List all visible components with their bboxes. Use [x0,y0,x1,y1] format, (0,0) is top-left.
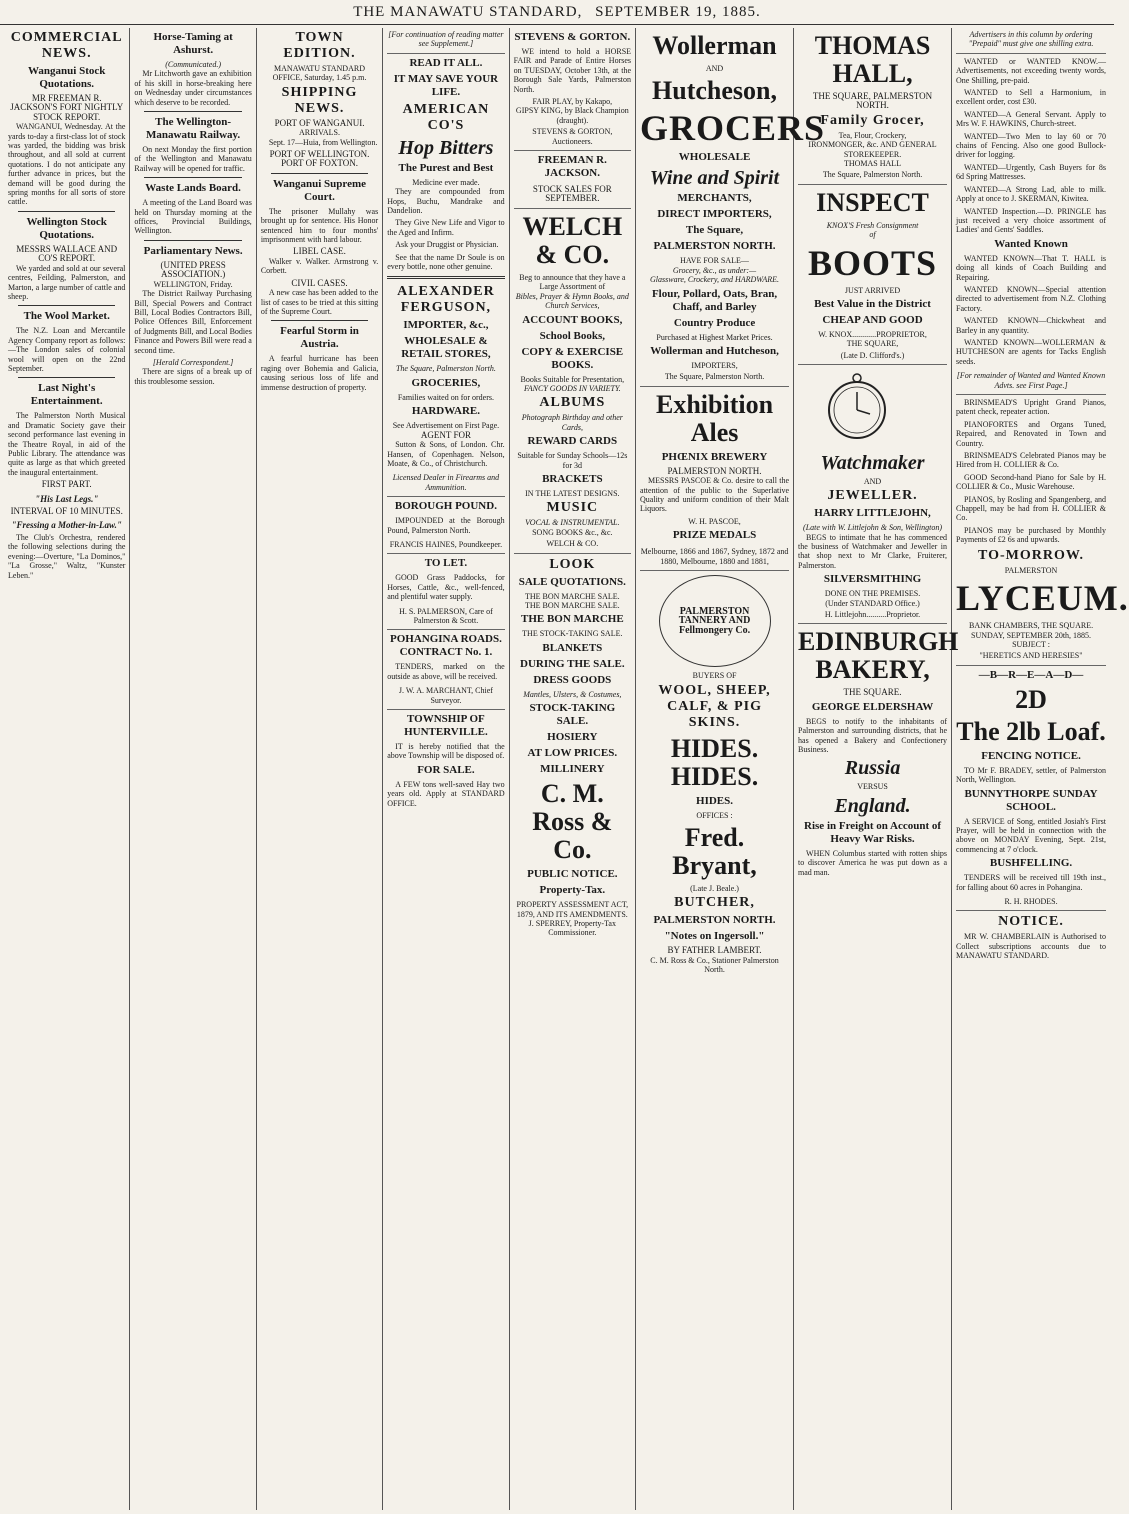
families-text: Families waited on for orders. [397,392,495,402]
groceries-label: GROCERIES, [411,376,481,389]
supreme-court-heading: Wanganui Supreme Court. [273,177,367,203]
gipsy-king-entry: GIPSY KING, by Black Champion (draught). [515,106,629,125]
bibles-text: Bibles, Prayer & Hymn Books, and Church Services, [515,291,629,311]
wanted-ad-4: WANTED—Two Men to lay 60 or 70 chains of Fencing. Also one good Bullock-driver for logging. [956,131,1107,160]
mantles: Mantles, Ulsters, & Costumes, [523,689,622,699]
stock-taking-2: STOCK-TAKING SALE. [529,702,616,728]
tannery-logo: PALMERSTON TANNERY AND Fellmongery Co. [659,575,771,667]
late-beale: (Late J. Beale.) [690,883,739,893]
blankets: BLANKETS [542,641,603,654]
bushfelling-heading: BUSHFELLING. [989,857,1073,870]
school-books: School Books, [539,329,606,342]
father-lambert: BY FATHER LAMBERT. [667,945,762,956]
surveyor-signature: J. W. A. MARCHANT, Chief Surveyor. [387,684,504,710]
jackson-report-subheading: MR FREEMAN R. JACKSON'S FORT NIGHTLY STOCK REPORT. [10,93,124,122]
and-label: AND [705,64,724,73]
issue-date: SEPTEMBER 19, 1885. [595,4,761,20]
lyceum-subject: "HERETICS AND HERESIES" [956,649,1106,665]
continuation-note: [For continuation of reading matter see Supplement.] [387,28,504,54]
dr-soule-text: See that the name Dr Soule is on every bottle, none other genuine. [387,252,505,272]
stock-taking-sale: THE STOCK-TAKING SALE. [522,629,623,639]
hardware-label: HARDWARE. [411,405,480,418]
horse-taming-text: Mr Litchworth gave an exhibition of his skill in horse-breaking here on Wednesday under circumstances which deserve to be recorded. [134,69,252,107]
direct-importers: DIRECT IMPORTERS, [657,208,772,221]
bon-marche-3: THE BON MARCHE [520,613,624,626]
flour-pollard: Flour, Pollard, Oats, Bran, Chaff, and Barley [651,287,778,313]
lyceum-date: SUNDAY, SEPTEMBER 20th, 1885. [971,630,1092,640]
borough-pound-heading: BOROUGH POUND. [394,500,497,513]
wanted-ad-7: WANTED Inspection.—D. PRINGLE has just received a very choice assortment of Ladies' and Gents' Saddles. [956,206,1107,235]
column-7 [794,28,959,1510]
parliamentary-text: The District Railway Purchasing Bill, Special Powers and Contract Bill, Local Bodies Contractors Bill, Police Offences Bill, Enforcement of Judgments Bill, and Local Bodies Finance and Powers Bill were read a second time. [134,289,252,355]
england-heading: England. [834,794,911,817]
columbus-text: WHEN Columbus started with rotten ships to discover America he was put down as a mad man. [798,848,948,877]
have-for-sale: HAVE FOR SALE— [680,256,749,266]
dress-goods: DRESS GOODS [533,673,612,686]
masthead [0,0,1114,25]
wanted-known-heading: Wanted Known [994,237,1068,250]
bank-chambers: BANK CHAMBERS, THE SQUARE. [968,621,1094,631]
bunnythorpe-text: A SERVICE of Song, entitled Josiah's First Prayer, will be held in connection with the above on MONDAY Evening, Sept. 21st, commencing at 7 o'clock. [956,816,1107,854]
hunterville-heading: TOWNSHIP OF HUNTERVILLE. [404,713,488,738]
piano-ad-1: BRINSMEAD'S Upright Grand Pianos, patent check, repeater action. [956,398,1107,417]
divider [271,173,368,174]
wanted-ad-2: WANTED to Sell a Harmonium, in excellent order, cost £30. [956,88,1107,107]
civil-cases-text: A new case has been added to the list of cases to be tried at this sitting of the Supreme Court. [260,288,379,316]
palmerston-north: PALMERSTON NORTH. [653,240,776,253]
to-let-text: GOOD Grass Paddocks, for Horses, Cattle, &c., well-fenced, and plentiful water supply. [387,573,505,602]
hutcheson-name: Hutcheson, [652,76,778,106]
offices-label: OFFICES : [696,810,733,820]
port-wanganui: PORT OF WANGANUI. [274,117,365,128]
poundkeeper: FRANCIS HAINES, Poundkeeper. [387,538,504,554]
compounded-text: They are compounded from Hops, Buchu, Mandrake and Dandelion. [387,187,505,216]
premises: DONE ON THE PREMISES. [824,589,921,599]
wellington-stock-heading: Wellington Stock Quotations. [26,215,107,241]
piano-ad-5: PIANOS, by Rosling and Spangenberg, and Chappell, may be had from H. COLLIER & Co. [956,494,1107,523]
dateline: WELLINGTON, Friday. [153,279,233,289]
highest-prices: Purchased at Highest Market Prices. [656,332,773,342]
fred-bryant: Fred. Bryant, [672,822,757,880]
wanted-ad-3: WANTED—A General Servant. Apply to Mrs W. F. HAWKINS, Church-street. [956,109,1107,129]
country-produce: Country Produce [673,316,756,329]
hides-sub: HIDES. [696,794,734,807]
divider [271,320,368,321]
property-act: PROPERTY ASSESSMENT ACT, 1879, AND ITS AMENDMENTS. [516,900,629,919]
libel-case-text: Walker v. Walker. Armstrong v. Corbett. [260,256,379,276]
hosiery: HOSIERY [547,731,598,744]
bushfelling-text: TENDERS will be received till 19th inst., for falling about 60 acres in Pohangina. [956,873,1107,892]
divider [144,177,241,178]
littlejohn-proprietor: H. Littlejohn..........Proprietor. [798,608,947,624]
sperrey-signature: J. SPERREY, Property-Tax Commissioner. [528,919,616,938]
session-text: There are signs of a break up of this troublesome session. [134,367,252,386]
wool-market-text: The N.Z. Loan and Mercantile Agency Company report as follows:—The London sales of colonial wool will open on the 22nd September. [8,326,126,373]
hop-bitters: Hop Bitters [398,136,494,159]
first-part-label: FIRST PART. [41,479,92,490]
divider [18,211,115,212]
bon-marche-2: THE BON MARCHE SALE. [524,600,620,610]
port-foxton: PORT OF FOXTON. [281,158,358,169]
welch-announce: Beg to announce that they have a Large Assortment of [519,272,626,292]
grocery-list: Grocery, &c., as under:— [672,265,757,275]
look-heading: LOOK [549,556,596,572]
ferguson-name: ALEXANDER FERGUSON, [397,284,495,316]
welch-proprietors: WELCH & CO. [514,537,631,553]
jackson-heading: FREEMAN R. JACKSON. [537,154,607,180]
late-clifford: (Late D. Clifford's.) [798,349,947,365]
and-label-2: AND [863,476,882,486]
hardware-text: See Advertisement on First Page. [392,421,500,431]
property-tax: Property-Tax. [539,884,606,897]
tenders-text: TENDERS, marked on the outside as above, will be received. [387,662,505,681]
to-morrow-heading: TO-MORROW. [977,547,1085,563]
entertainment-text: The Palmerston North Musical and Dramatic Society gave their second performance last evening in the Theatre Royal, in aid of the Public Library. The attendance was quite as large as that which greeted the inaugural entertainment. [8,411,126,477]
silversmithing: SILVERSMITHING [823,573,922,586]
under-office: (Under STANDARD Office.) [825,598,920,608]
hides-heading: HIDES. HIDES. [670,733,759,791]
known-ad-4: WANTED KNOWN—WOLLERMAN & HUTCHESON are agents for Tacks English seeds. [956,337,1107,366]
wh-importers: IMPORTERS, [691,361,738,371]
ferguson-importer: IMPORTER, &c., [403,319,489,332]
wanted-ad-5: WANTED—Urgently, Cash Buyers for 8s 6d Spring Mattresses. [956,162,1107,182]
civil-cases-label: CIVIL CASES. [291,277,348,288]
divider [144,111,241,112]
pascoe-text: MESSRS PASCOE & Co. desire to call the attention of the public to the Superlative Quality and uniform condition of their Malt Liquors. [640,476,790,514]
parliamentary-heading: Parliamentary News. [143,244,243,257]
medal-list: Melbourne, 1866 and 1867, Sydney, 1872 and 1880, Melbourne, 1880 and 1881, [640,545,789,571]
wollerman-name: Wollerman [652,31,777,60]
wool-sheep: WOOL, SHEEP, CALF, & PIG SKINS. [658,682,771,730]
bakery-square: THE SQUARE. [843,687,902,698]
horse-fair-text: WE intend to hold a HORSE FAIR and Parade of Entire Horses on TUESDAY, October 13th, at the Borough Sale Yards, Palmerston North. [513,47,632,94]
sale-quotations: SALE QUOTATIONS. [518,575,626,588]
notes-ingersoll: "Notes on Ingersoll." [664,930,765,943]
inspect-heading: INSPECT [816,187,929,217]
newspaper-name: THE MANAWATU STANDARD, [353,4,583,20]
eldershaw-name: GEORGE ELDERSHAW [811,700,934,713]
play-title-2: "Fressing a Mother-in-Law." [11,520,122,530]
glassware: Glassware, Crockery, and HARDWARE. [650,275,780,285]
american-cos: AMERICAN CO'S [402,101,490,133]
wholesale-label: WHOLESALE [678,151,751,164]
to-let-heading: TO LET. [424,557,468,570]
knox-proprietor: W. KNOX............PROPRIETOR, [818,330,927,340]
horse-taming-heading: Horse-Taming at Ashurst. [153,31,233,56]
boots-heading: BOOTS [808,242,938,283]
known-ad-1: WANTED KNOWN—That T. HALL is doing all kinds of Coach Building and Repairing. [956,253,1107,282]
cm-ross-co: C. M. Ross & Co. [532,779,613,865]
purest-and-best: The Purest and Best [398,161,494,174]
bread-heading: —B—R—E—A—D— [978,668,1084,681]
hall-signature: THOMAS HALL [843,159,902,169]
millinery: MILLINERY [540,763,605,776]
palmerston-label: PALMERSTON [1004,565,1058,575]
notice-heading: NOTICE. [998,914,1064,930]
during-the-sale: DURING THE SALE. [520,657,625,670]
play-title-1: "His Last Legs." [35,493,99,504]
stevens-gorton-heading: STEVENS & GORTON. [514,31,631,43]
advertisers-note: Advertisers in this column by ordering "Prepaid" must give one shilling extra. [956,28,1106,54]
agent-label: AGENT FOR [420,429,471,440]
piano-ad-4: GOOD Second-hand Piano for Sale by H. COLLIER & Co., Music Warehouse. [956,472,1107,492]
wool-market-heading: The Wool Market. [23,310,110,323]
pocket-watch-icon [798,372,916,442]
save-your-life: IT MAY SAVE YOUR LIFE. [393,72,499,98]
storm-text: A fearful hurricane has been raging over Bohemia and Galicia, causing serious loss of life and immense destruction of property. [260,354,379,392]
commercial-news-heading: COMMERCIAL NEWS. [10,30,123,61]
shipping-news-heading: SHIPPING NEWS. [281,84,358,116]
public-notice: PUBLIC NOTICE. [527,868,618,881]
agent-text: Sutton & Sons, of London. Chr. Hansen, of Copenhagen. Nelson, Moate, & Co., of Christchurch. [387,440,505,468]
hall-signature-address: The Square, Palmerston North. [798,168,947,184]
music-text: VOCAL & INSTRUMENTAL. [525,518,620,528]
piano-ad-2: PIANOFORTES and Organs Tuned, Repaired, and Renovated in Town and Country. [956,419,1107,448]
piano-ad-6: PIANOS may be purchased by Monthly Payments of £2 6s and upwards. [956,525,1107,545]
welch-co-heading: WELCH & CO. [522,211,623,269]
photo-cards: Photograph Birthday and other Cards, [521,413,623,432]
twopence-label: 2D [1015,684,1047,714]
interval-label: INTERVAL OF 10 MINUTES. [10,505,123,516]
wallace-report-text: We yarded and sold at our several centres, Feilding, Palmerston, and Marton, a large number of cattle and sheep. [8,263,126,301]
railway-text: On next Monday the first portion of the Wellington and Manawatu Railway will be opened for traffic. [134,145,252,173]
reward-cards: REWARD CARDS [527,435,618,448]
the-square: The Square, [685,224,744,237]
pascoe-signature: W. H. PASCOE, [688,516,741,526]
fencing-notice-text: TO Mr F. BRADEY, settler, of Palmerston North, Wellington. [956,765,1107,785]
wh-signature: Wollerman and Hutcheson, [650,345,779,358]
hall-goods: Tea, Flour, Crockery, [838,130,907,140]
column-1 [4,28,130,1510]
wanted-ad-1: WANTED or WANTED KNOW.—Advertisements, not exceeding twenty words, One Shilling, pre-paid. [956,56,1107,85]
littlejohn-name: HARRY LITTLEJOHN, [814,507,931,520]
lyceum-heading: LYCEUM. [956,578,1129,619]
stock-sales-label: STOCK SALES FOR SEPTEMBER. [514,183,631,209]
littlejohn-text: BEGS to intimate that he has commenced the business of Watchmaker and Jeweller in that shop next to Mr Clarke, Fruiterer, Palmerston. [798,532,948,570]
piano-ad-3: BRINSMEAD'S Celebrated Pianos may be Hired from H. COLLIER & Co. [956,451,1107,470]
bon-marche-1: THE BON MARCHE SALE. [524,591,620,601]
waste-lands-heading: Waste Lands Board. [145,182,241,195]
firearms-text: Licensed Dealer in Firearms and Ammunition. [387,471,504,497]
port-wellington: PORT OF WELLINGTON. [269,149,370,160]
albums-heading: ALBUMS [539,395,606,411]
exhibition-ales: Exhibition Ales [656,389,774,447]
communicated-label: (Communicated.) [165,60,221,69]
fencing-notice-heading: FENCING NOTICE. [981,749,1081,762]
column-8 [952,28,1129,1510]
press-association-label: (UNITED PRESS ASSOCIATION.) [160,259,226,280]
notice-text: MR W. CHAMBERLAIN is Authorised to Collect subscriptions accounts due to MANAWATU STANDARD. [956,932,1107,961]
medicine-label: Medicine ever made. [412,177,480,187]
jeweller-heading: JEWELLER. [827,488,918,504]
rise-in-freight: Rise in Freight on Account of Heavy War Risks. [804,819,942,845]
brewery-location: PALMERSTON NORTH. [667,465,762,476]
account-books: ACCOUNT BOOKS, [522,313,623,326]
page-columns [4,28,1129,1510]
best-value: Best Value in the District [814,298,931,311]
libel-case-label: LIBEL CASE. [293,246,346,257]
subject-label: SUBJECT : [1012,639,1050,649]
wh-address: The Square, Palmerston North. [640,370,789,386]
copies-text: C. M. Ross & Co., Stationer Palmerston North. [650,955,779,975]
arrivals-text: Sept. 17—Huia, from Wellington. [268,137,378,147]
prize-medals: PRIZE MEDALS [672,529,757,542]
wanted-ad-6: WANTED—A Strong Lad, able to milk. Apply at once to J. SKERMAN, Kiwitea. [956,184,1107,204]
two-pound-loaf: The 2lb Loaf. [956,716,1106,746]
merchants-label: MERCHANTS, [677,192,752,205]
for-sale-text: A FEW tons well-saved Hay two years old. Apply at STANDARD OFFICE. [387,779,505,808]
remainder-note: [For remainder of Wanted and Wanted Known Advts. see First Page.] [956,369,1106,395]
column-5 [510,28,636,1510]
fair-play-entry: FAIR PLAY, by Kakapo, [532,97,613,107]
railway-heading: The Wellington-Manawatu Railway. [146,116,241,142]
divider [387,276,504,279]
column-3 [257,28,383,1510]
town-edition-heading: TOWN EDITION. [283,30,356,61]
wanganui-stock-heading: Wanganui Stock Quotations. [28,65,106,90]
to-let-contact: H. S. PALMERSON, Care of Palmerston & Scott. [387,605,504,631]
song-books: SONG BOOKS &c., &c. [532,527,613,537]
cheap-and-good: CHEAP AND GOOD [822,314,923,327]
auctioneers-signature: STEVENS & GORTON, Auctioneers. [514,125,631,151]
for-sale-heading: FOR SALE. [417,763,475,776]
thomas-hall-heading: THOMAS HALL, [814,31,931,88]
ironmonger: IRONMONGER, &c. AND GENERAL STOREKEEPER. [808,140,937,159]
ask-druggist-text: Ask your Druggist or Physician. [395,240,499,250]
contract-heading: POHANGINA ROADS. CONTRACT No. 1. [390,633,502,659]
orchestra-text: The Club's Orchestra, rendered the following selections during the evening:—Overture, "La Dominos," "La Grosse," Waltz, "Kunster Leben." [8,533,126,580]
divider [18,305,115,306]
sentence-text: The prisoner Mullahy was brought up for sentence. His Honor sentenced him to four months' imprisonment with hard labour. [260,206,379,245]
new-life-text: They Give New Life and Vigor to the Aged and Infirm. [387,218,505,237]
waste-lands-text: A meeting of the Land Board was held on Thursday morning at the offices, Provincial Buildings, Wellington. [134,198,252,236]
of-label: of [869,230,876,240]
hall-address: THE SQUARE, PALMERSTON NORTH. [812,91,933,111]
knox-consignment: KNOX'S Fresh Consignment [826,220,919,230]
brackets-heading: BRACKETS [542,472,603,485]
arrivals-label: ARRIVALS. [299,128,340,138]
wine-spirit: Wine and Spirit [649,167,780,190]
russia-heading: Russia [844,757,901,780]
column-6 [636,28,826,1510]
edinburgh-bakery: EDINBURGH BAKERY, [798,627,959,685]
copy-books: COPY & EXERCISE BOOKS. [521,345,624,371]
littlejohn-late: (Late with W. Littlejohn & Son, Wellington) [803,523,943,533]
entertainment-heading: Last Night's Entertainment. [30,382,103,408]
ferguson-address: The Square, Palmerston North. [395,364,496,374]
bunnythorpe-heading: BUNNYTHORPE SUNDAY SCHOOL. [964,787,1098,813]
divider [18,377,115,378]
knox-square: THE SQUARE, [846,339,899,349]
edition-time: MANAWATU STANDARD OFFICE, Saturday, 1.45 p.m. [272,64,367,83]
butcher-label: BUTCHER, [674,895,755,911]
known-ad-2: WANTED KNOWN—Special attention directed to advertisement from N.Z. Clothing Factory. [956,284,1107,313]
storm-heading: Fearful Storm in Austria. [280,325,359,351]
just-arrived: JUST ARRIVED [844,285,901,295]
column-4 [383,28,509,1510]
watchmaker-heading: Watchmaker [820,451,925,474]
ferguson-stores: WHOLESALE & RETAIL STORES, [401,335,491,361]
versus-label: VERSUS [857,782,888,792]
stock-report-text: WANGANUI, Wednesday. At the yards to-day a first-class lot of stock was yarded, the bidding was brisk throughout, and all sold at current quotations. I do not anticipate any further advance in prices, but the demand will be good during the spring months for all sorts of store cattle. [8,122,126,207]
presentation-books: Books Suitable for Presentation, [520,374,625,384]
impounded-text: IMPOUNDED at the Borough Pound, Palmerston North. [387,516,505,535]
brackets-text: IN THE LATEST DESIGNS. [525,488,620,498]
known-ad-3: WANTED KNOWN—Chickwheat and Barley in any quantity. [956,316,1107,335]
divider [144,240,241,241]
grocers-heading: GROCERS [640,108,826,149]
eldershaw-text: BEGS to notify to the inhabitants of Palmerston and surrounding districts, that he has opened a Bakery and Confectionery Business. [798,716,948,754]
family-grocer: Family Grocer, [820,112,925,128]
herald-label: [Herald Correspondent.] [152,357,234,367]
phoenix-brewery: PHŒNIX BREWERY [661,450,768,463]
fancy-goods: FANCY GOODS IN VARIETY. [523,383,621,393]
read-it-all: READ IT ALL. [409,56,483,69]
column-2 [130,28,256,1510]
hunterville-text: IT is hereby notified that the above Township will be disposed of. [387,742,505,761]
reward-cards-text: Suitable for Sunday Schools—12s for 3d [517,451,628,470]
buyers-of: BUYERS OF [692,671,737,681]
music-heading: MUSIC [546,500,599,516]
butcher-location: PALMERSTON NORTH. [653,914,776,927]
low-prices: AT LOW PRICES. [527,747,618,760]
wallace-report-subheading: MESSRS WALLACE AND CO'S REPORT. [16,243,118,264]
rhodes-signature: R. H. RHODES. [956,895,1106,911]
